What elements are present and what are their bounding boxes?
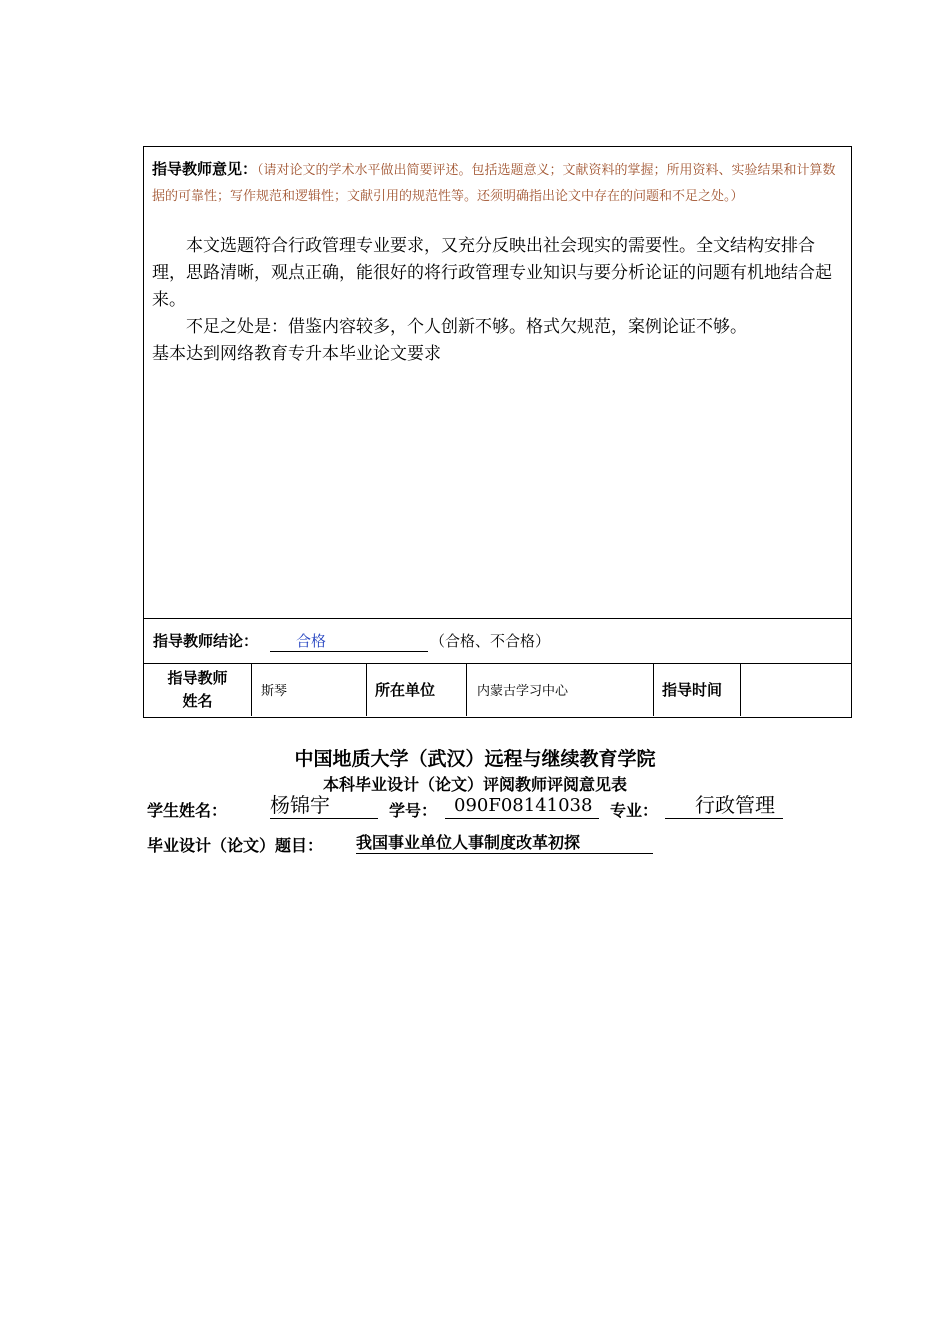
opinion-paragraph-2: 不足之处是：借鉴内容较多，个人创新不够。格式欠规范，案例论证不够。 <box>186 317 747 337</box>
unit-value-cell <box>467 663 654 716</box>
student-name-label: 学生姓名： <box>147 801 228 820</box>
major-label: 专业： <box>610 801 659 820</box>
opinion-text <box>152 233 844 368</box>
conclusion-value: 合格 <box>270 630 428 652</box>
student-id-value: 090F08141038 <box>445 794 599 819</box>
unit-label: 所在单位 <box>375 681 436 699</box>
opinion-header <box>152 156 842 210</box>
opinion-label: 指导教师意见： <box>152 160 258 178</box>
form-title: 中国地质大学（武汉）远程与继续教育学院 <box>294 748 656 770</box>
opinion-paragraph-3: 基本达到网络教育专升本毕业论文要求 <box>152 344 441 364</box>
conclusion-options: （合格、不合格） <box>430 632 551 650</box>
time-label: 指导时间 <box>662 681 723 699</box>
topic-value: 我国事业单位人事制度改革初探 <box>356 833 653 854</box>
name-label-line1: 指导教师 <box>167 668 228 687</box>
topic-label: 毕业设计（论文）题目： <box>147 836 324 855</box>
opinion-paragraph-1: 本文选题符合行政管理专业要求，又充分反映出社会现实的需要性。全文结构安排合理，思路清晰，观点正确，能很好的将行政管理专业知识与要分析论证的问题有机地结合起来。 <box>152 236 832 310</box>
supervisor-name: 斯琴 <box>261 684 288 699</box>
major-value: 行政管理 <box>665 792 783 819</box>
unit-label-cell <box>367 663 467 716</box>
form-subtitle: 本科毕业设计（论文）评阅教师评阅意见表 <box>322 775 627 794</box>
name-label-line2: 姓名 <box>182 691 213 710</box>
unit-value: 内蒙古学习中心 <box>477 684 569 699</box>
supervisor-opinion-section <box>143 146 852 619</box>
time-label-cell <box>654 663 741 716</box>
student-name-value: 杨锦宇 <box>270 792 378 819</box>
conclusion-row <box>143 618 852 664</box>
conclusion-label: 指导教师结论： <box>153 632 259 650</box>
name-value-cell <box>252 663 367 716</box>
student-id-label: 学号： <box>389 801 438 820</box>
name-label-cell <box>144 663 252 716</box>
time-value-cell <box>741 663 851 716</box>
opinion-instruction: （请对论文的学术水平做出简要评述。包括选题意义；文献资料的掌握；所用资料、实验结果和计算数据的可靠性；写作规范和逻辑性；文献引用的规范性等。还须明确指出论文中存在的问题和不足之处。） <box>152 163 836 204</box>
supervisor-info-row <box>143 663 852 718</box>
